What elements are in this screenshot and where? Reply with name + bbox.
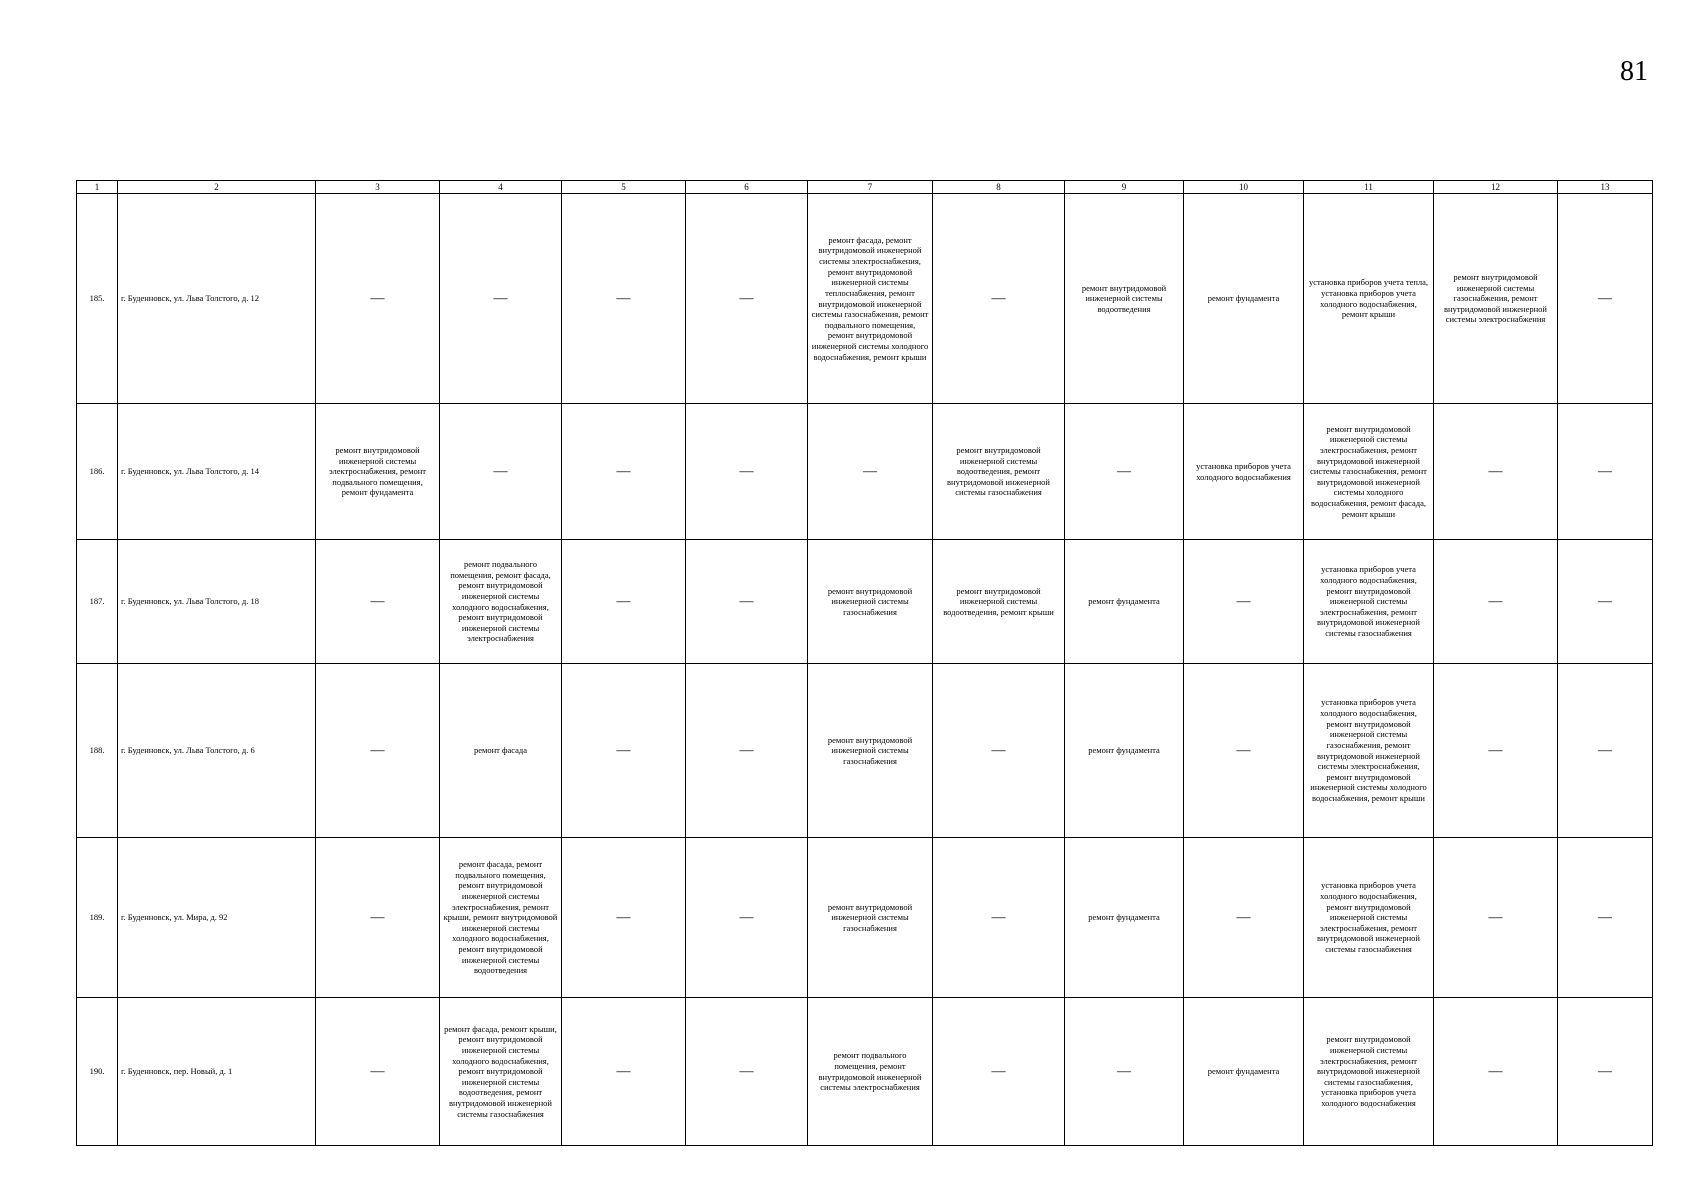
table-cell: ремонт внутридомовой инженерной системы водоотведения, ремонт внутридомовой инженерной системы газоснабжения (933, 404, 1065, 540)
table-cell: ремонт фундамента (1184, 194, 1304, 404)
table-row (77, 664, 1653, 838)
page-number: 81 (1620, 56, 1648, 87)
table-cell: ремонт фундамента (1065, 664, 1184, 838)
table-cell: — (1558, 664, 1653, 838)
table-cell: — (933, 664, 1065, 838)
table-cell: — (1184, 540, 1304, 664)
table-cell: ремонт фасада, ремонт внутридомовой инженерной системы электроснабжения, ремонт внутридомовой инженерной системы теплоснабжения, ремонт внутридомовой инженерной системы газоснабжения, ремонт подвального помещения, ремонт внутридомовой инженерной системы холодного водоснабжения, ремонт крыши (808, 194, 933, 404)
table-row (77, 540, 1653, 664)
table-cell: — (1434, 998, 1558, 1146)
column-number: 3 (316, 181, 440, 194)
table-cell: ремонт внутридомовой инженерной системы водоотведения (1065, 194, 1184, 404)
table-row (77, 404, 1653, 540)
column-number: 11 (1304, 181, 1434, 194)
table-cell: — (1434, 404, 1558, 540)
column-number: 12 (1434, 181, 1558, 194)
table-cell: — (1434, 664, 1558, 838)
table-cell: — (1558, 998, 1653, 1146)
table-cell: — (1558, 194, 1653, 404)
table-row (77, 998, 1653, 1146)
table-cell: ремонт внутридомовой инженерной системы газоснабжения (808, 540, 933, 664)
table-cell: — (686, 540, 808, 664)
table-cell: — (562, 998, 686, 1146)
table-cell: — (316, 998, 440, 1146)
address-cell: г. Буденновск, ул. Мира, д. 92 (118, 838, 316, 998)
table-cell: ремонт внутридомовой инженерной системы электроснабжения, ремонт внутридомовой инженерной системы газоснабжения, ремонт внутридомовой инженерной системы холодного водоснабжения, ремонт фасада, ремонт крыши (1304, 404, 1434, 540)
table-cell: — (686, 664, 808, 838)
row-number: 190. (77, 998, 118, 1146)
address-cell: г. Буденновск, ул. Льва Толстого, д. 6 (118, 664, 316, 838)
table-cell: ремонт подвального помещения, ремонт внутридомовой инженерной системы электроснабжения (808, 998, 933, 1146)
column-number: 2 (118, 181, 316, 194)
table-cell: ремонт внутридомовой инженерной системы газоснабжения, ремонт внутридомовой инженерной системы электроснабжения (1434, 194, 1558, 404)
column-number: 8 (933, 181, 1065, 194)
table-cell: — (933, 998, 1065, 1146)
table-cell: ремонт внутридомовой инженерной системы газоснабжения (808, 664, 933, 838)
table-cell: — (686, 998, 808, 1146)
table-cell: — (562, 664, 686, 838)
table-cell: — (1558, 540, 1653, 664)
table-cell: — (440, 404, 562, 540)
table-cell: — (808, 404, 933, 540)
column-number-row (77, 181, 1653, 194)
table-cell: — (316, 664, 440, 838)
table-cell: ремонт фасада (440, 664, 562, 838)
table-cell: ремонт фасада, ремонт крыши, ремонт внутридомовой инженерной системы холодного водоснабжения, ремонт внутридомовой инженерной системы водоотведения, ремонт внутридомовой инженерной системы газоснабжения (440, 998, 562, 1146)
table-cell: — (1558, 838, 1653, 998)
table-cell: — (440, 194, 562, 404)
table-cell: — (562, 404, 686, 540)
table-cell: — (1184, 838, 1304, 998)
data-table (76, 180, 1653, 1146)
table-cell: ремонт фасада, ремонт подвального помещения, ремонт внутридомовой инженерной системы электроснабжения, ремонт крыши, ремонт внутридомовой инженерной системы холодного водоснабжения, ремонт внутридомовой инженерной системы водоотведения (440, 838, 562, 998)
table-cell: установка приборов учета тепла, установка приборов учета холодного водоснабжения, ремонт крыши (1304, 194, 1434, 404)
column-number: 1 (77, 181, 118, 194)
table-cell: установка приборов учета холодного водоснабжения (1184, 404, 1304, 540)
table-cell: — (686, 838, 808, 998)
table-cell: ремонт внутридомовой инженерной системы водоотведения, ремонт крыши (933, 540, 1065, 664)
table-cell: ремонт внутридомовой инженерной системы электроснабжения, ремонт внутридомовой инженерной системы газоснабжения, установка приборов учета холодного водоснабжения (1304, 998, 1434, 1146)
column-number: 4 (440, 181, 562, 194)
row-number: 188. (77, 664, 118, 838)
column-number: 10 (1184, 181, 1304, 194)
table-cell: — (316, 540, 440, 664)
table-cell: — (686, 194, 808, 404)
address-cell: г. Буденновск, ул. Льва Толстого, д. 14 (118, 404, 316, 540)
table-cell: — (1065, 404, 1184, 540)
address-cell: г. Буденновск, ул. Льва Толстого, д. 18 (118, 540, 316, 664)
table-cell: — (1434, 540, 1558, 664)
table-cell: ремонт внутридомовой инженерной системы газоснабжения (808, 838, 933, 998)
table-cell: ремонт фундамента (1065, 540, 1184, 664)
column-number: 9 (1065, 181, 1184, 194)
table-cell: — (1184, 664, 1304, 838)
table-cell: — (933, 194, 1065, 404)
row-number: 187. (77, 540, 118, 664)
table-cell: — (686, 404, 808, 540)
row-number: 189. (77, 838, 118, 998)
row-number: 185. (77, 194, 118, 404)
table-cell: — (933, 838, 1065, 998)
table-cell: — (1434, 838, 1558, 998)
column-number: 13 (1558, 181, 1653, 194)
address-cell: г. Буденновск, ул. Льва Толстого, д. 12 (118, 194, 316, 404)
column-number: 5 (562, 181, 686, 194)
address-cell: г. Буденновск, пер. Новый, д. 1 (118, 998, 316, 1146)
table-cell: — (1065, 998, 1184, 1146)
table-cell: — (562, 540, 686, 664)
table-cell: — (1558, 404, 1653, 540)
table-cell: ремонт подвального помещения, ремонт фасада, ремонт внутридомовой инженерной системы холодного водоснабжения, ремонт внутридомовой инженерной системы электроснабжения (440, 540, 562, 664)
table-cell: — (562, 838, 686, 998)
row-number: 186. (77, 404, 118, 540)
table-cell: установка приборов учета холодного водоснабжения, ремонт внутридомовой инженерной системы газоснабжения, ремонт внутридомовой инженерной системы электроснабжения, ремонт внутридомовой инженерной системы холодного водоснабжения, ремонт крыши (1304, 664, 1434, 838)
table-cell: ремонт фундамента (1184, 998, 1304, 1146)
column-number: 7 (808, 181, 933, 194)
table-cell: — (316, 838, 440, 998)
table-cell: — (316, 194, 440, 404)
table-cell: ремонт фундамента (1065, 838, 1184, 998)
table-row (77, 838, 1653, 998)
table-cell: установка приборов учета холодного водоснабжения, ремонт внутридомовой инженерной системы электроснабжения, ремонт внутридомовой инженерной системы газоснабжения (1304, 838, 1434, 998)
table-cell: — (562, 194, 686, 404)
column-number: 6 (686, 181, 808, 194)
table-cell: ремонт внутридомовой инженерной системы электроснабжения, ремонт подвального помещения, ремонт фундамента (316, 404, 440, 540)
table-cell: установка приборов учета холодного водоснабжения, ремонт внутридомовой инженерной системы электроснабжения, ремонт внутридомовой инженерной системы газоснабжения (1304, 540, 1434, 664)
table-row (77, 194, 1653, 404)
